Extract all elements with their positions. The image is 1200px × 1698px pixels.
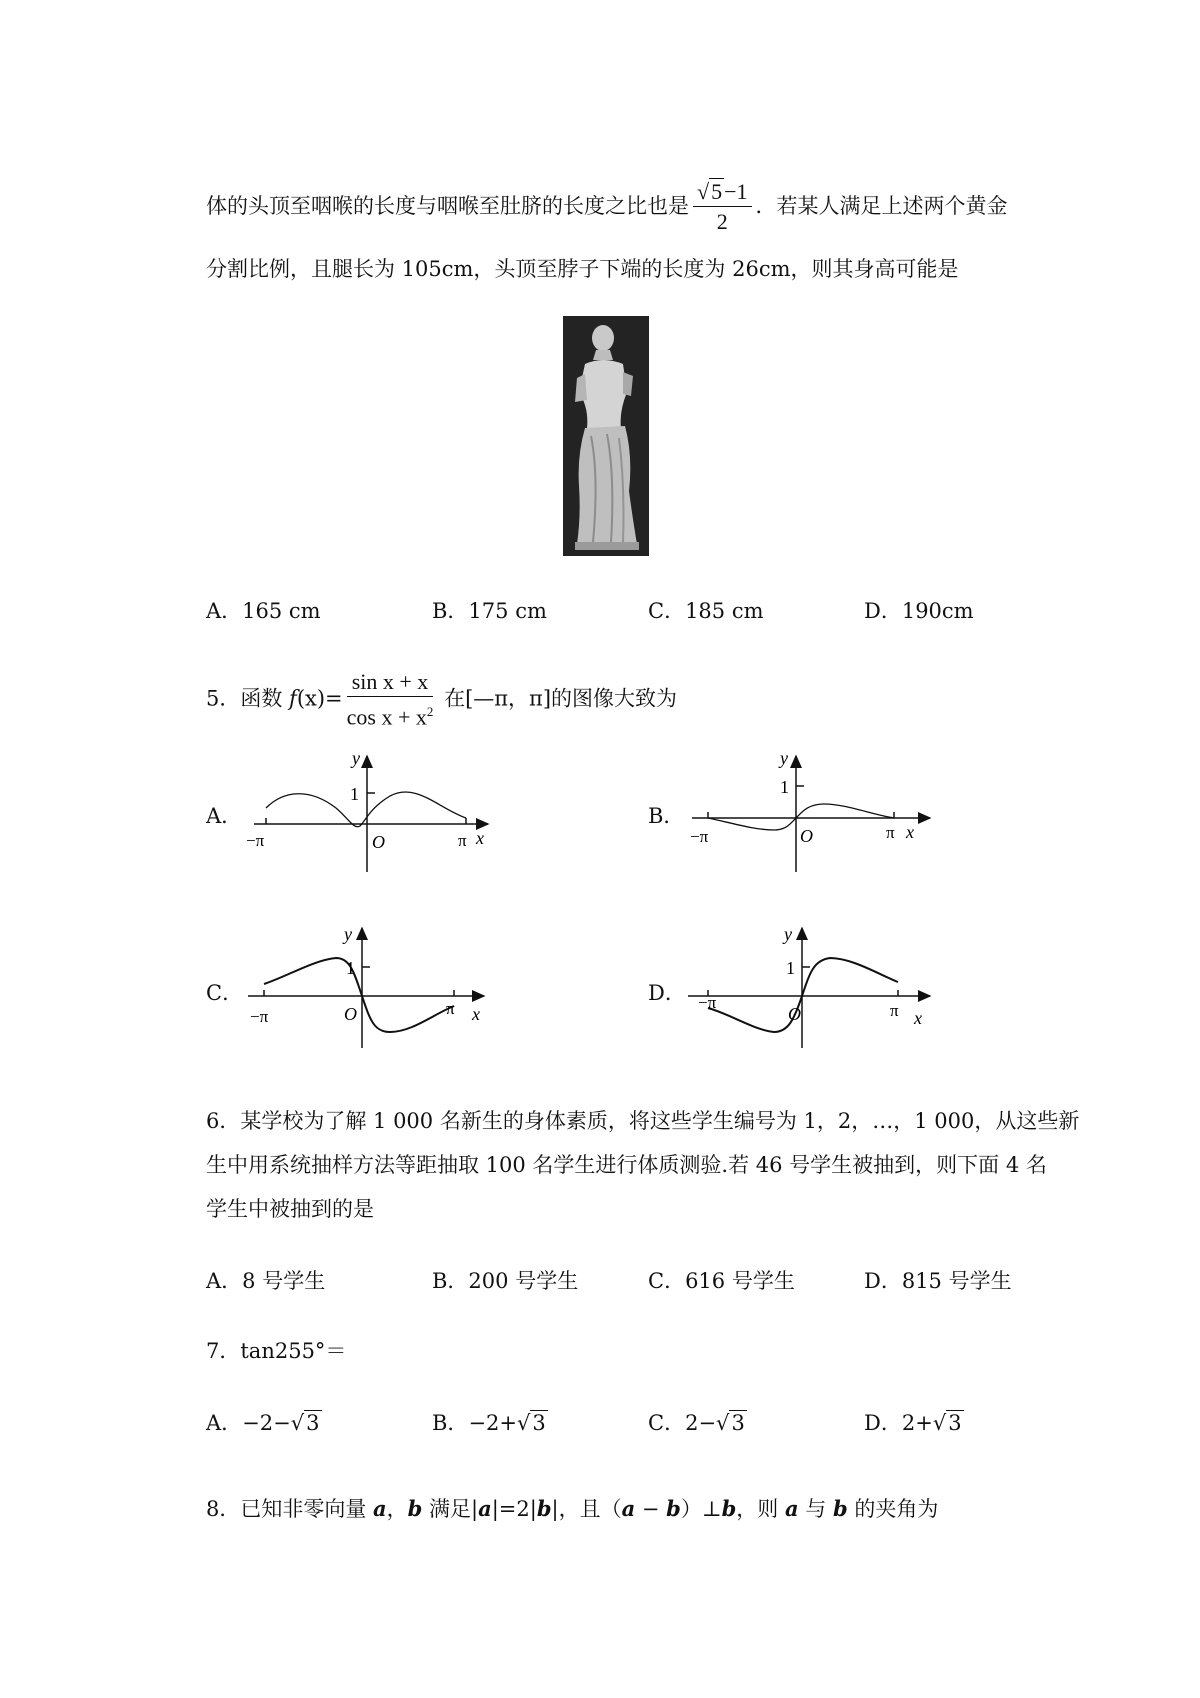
q5-prefix: 5．函数 — [206, 686, 290, 711]
q7-option-b: B．−2+√3 — [432, 1411, 546, 1435]
q8-mid1: 满足 — [422, 1497, 472, 1521]
graph-b-label: B． — [648, 804, 685, 828]
q8-end-b: b — [832, 1496, 848, 1521]
q8-with: 与 — [798, 1497, 833, 1521]
q5-numerator: sin x + x — [347, 668, 434, 697]
graph-d-label: D． — [648, 981, 686, 1005]
graph-d-pi: π — [890, 1001, 899, 1020]
q6-line3: 学生中被抽到的是 — [206, 1197, 374, 1221]
q7-d-pre: 2+ — [901, 1411, 933, 1435]
q8-amb-b: b — [666, 1496, 681, 1521]
graph-d-origin: O — [788, 1004, 801, 1024]
q6-option-c: C．616 号学生 — [648, 1269, 795, 1293]
q4-line1-post: ．若某人满足上述两个黄金 — [755, 194, 1008, 218]
graph-b-pi: π — [886, 823, 895, 842]
q7-c-rad: 3 — [731, 1411, 745, 1435]
golden-ratio-fraction: $\frac{√5-1}{2}$ — [693, 178, 752, 237]
q8-amb-a: a — [621, 1496, 636, 1521]
q8-pre: 8．已知非零向量 — [206, 1497, 374, 1521]
q7-d-label: D． — [864, 1411, 902, 1435]
q8-minus: − — [635, 1497, 667, 1521]
q8-end-a: a — [784, 1496, 799, 1521]
graph-b-x: x — [906, 822, 914, 842]
graph-c-pi: π — [446, 999, 455, 1018]
q8-perp-b: b — [721, 1496, 737, 1521]
q5-suffix: 在[—π，π]的图像大致为 — [437, 686, 678, 711]
q8-eq: =2 — [498, 1497, 530, 1521]
q7-b-label: B． — [432, 1411, 469, 1435]
q7-d-rad: 3 — [948, 1411, 962, 1435]
q7-stem: 7．tan255°＝ — [206, 1339, 347, 1363]
q7-option-c: C．2−√3 — [648, 1411, 745, 1435]
q8-vec-b: b — [407, 1496, 423, 1521]
q8-stem — [206, 1494, 938, 1524]
q4-line1-text: 体的头顶至咽喉的长度与咽喉至肚脐的长度之比也是 — [206, 194, 689, 218]
q8-perp: ）⊥ — [680, 1497, 722, 1521]
q8-mid2: ，且（ — [558, 1497, 622, 1521]
graph-b — [684, 748, 944, 878]
graph-c-one: 1 — [346, 958, 355, 978]
q4-line2: 分割比例，且腿长为 105cm，头顶至脖子下端的长度为 26cm，则其身高可能是 — [206, 257, 959, 281]
q6-line1: 6．某学校为了解 1 000 名新生的身体素质，将这些学生编号为 1，2，…，1 000，从这些新 — [206, 1109, 1080, 1133]
q7-option-d: D．2+√3 — [864, 1411, 962, 1435]
graph-c-neg-pi: −π — [250, 1007, 269, 1026]
graph-c — [240, 920, 500, 1054]
q4-option-b: B．175 cm — [432, 599, 547, 623]
q4-option-a: A．165 cm — [206, 599, 321, 623]
q7-b-pre: −2+ — [468, 1411, 517, 1435]
graph-d — [684, 920, 944, 1054]
graph-a-label: A． — [206, 804, 243, 828]
graph-c-label: C． — [206, 981, 244, 1005]
q5-stem — [206, 668, 677, 732]
frac-num-rest: −1 — [724, 179, 748, 204]
q8-abs-a: |a| — [471, 1496, 499, 1521]
q7-c-pre: 2− — [685, 1411, 717, 1435]
graph-b-neg-pi: −π — [690, 827, 709, 846]
q4-option-c: C．185 cm — [648, 599, 764, 623]
graph-a-one: 1 — [350, 784, 359, 804]
q6-line2: 生中用系统抽样方法等距抽取 100 名学生进行体质测验.若 46 号学生被抽到，则下面 4 名 — [206, 1153, 1047, 1177]
q7-a-label: A． — [206, 1411, 243, 1435]
q5-fx-arg: (x)= — [296, 686, 343, 711]
q7-c-label: C． — [648, 1411, 686, 1435]
graph-a-neg-pi: −π — [246, 831, 265, 850]
q4-option-d: D．190cm — [864, 599, 974, 623]
graph-d-x: x — [914, 1008, 922, 1028]
q8-tail: 的夹角为 — [847, 1497, 939, 1521]
q4-line1 — [206, 178, 1008, 237]
graph-d-y: y — [784, 924, 792, 944]
q8-abs-b-var: b — [536, 1496, 552, 1521]
q5-fx: f — [289, 686, 297, 711]
graph-b-y: y — [780, 748, 788, 768]
q8-abs-b: |b| — [529, 1496, 559, 1521]
graph-c-x: x — [472, 1004, 480, 1024]
q8-comma: ， — [386, 1497, 408, 1521]
graph-d-neg-pi: −π — [698, 993, 717, 1012]
graph-d-one: 1 — [786, 958, 795, 978]
graph-a-pi: π — [458, 831, 467, 850]
q6-option-b: B．200 号学生 — [432, 1269, 579, 1293]
q5-denominator: cos x + x — [346, 704, 427, 730]
graph-a — [240, 748, 500, 878]
graph-a-x: x — [476, 828, 484, 848]
q6-option-d: D．815 号学生 — [864, 1269, 1012, 1293]
q7-a-rad: 3 — [306, 1411, 320, 1435]
q8-abs-a-var: a — [478, 1496, 492, 1521]
q6-option-a: A．8 号学生 — [206, 1269, 326, 1293]
frac-den: 2 — [716, 209, 728, 234]
graph-c-origin: O — [344, 1004, 357, 1024]
sqrt-radicand: 5 — [711, 179, 723, 204]
q7-option-a: A．−2−√3 — [206, 1411, 320, 1435]
q7-b-rad: 3 — [532, 1411, 546, 1435]
graph-c-y: y — [344, 924, 352, 944]
graph-b-one: 1 — [780, 777, 789, 797]
graph-a-origin: O — [372, 832, 385, 852]
q7-a-pre: −2− — [242, 1411, 291, 1435]
q8-vec-a: a — [373, 1496, 387, 1521]
q5-fraction — [347, 668, 434, 732]
q5-den-sup: 2 — [426, 704, 434, 719]
q8-mid3: ，则 — [736, 1497, 785, 1521]
graph-a-y: y — [352, 748, 360, 768]
venus-statue-image — [563, 316, 649, 556]
graph-b-origin: O — [800, 826, 813, 846]
